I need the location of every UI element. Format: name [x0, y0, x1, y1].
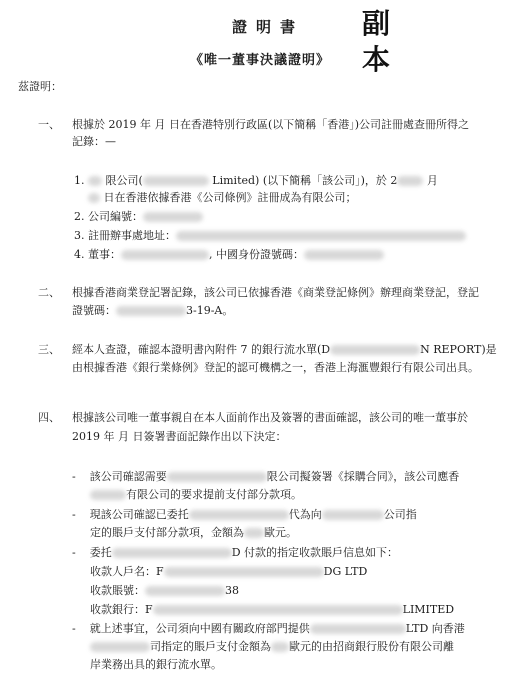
payee-bank-suffix: LIMITED	[402, 603, 455, 616]
redaction	[164, 567, 324, 577]
redaction	[143, 212, 203, 222]
record-1-number: 1.	[74, 174, 85, 187]
record-1-part-c: 月	[426, 174, 438, 187]
redaction	[88, 193, 100, 203]
payee-bank-label: 收款銀行：F	[90, 603, 153, 616]
section-1-number: 一、	[38, 118, 60, 131]
redaction	[244, 528, 264, 538]
redaction	[167, 472, 267, 482]
section-3-line-1-b: N REPORT)是	[420, 343, 497, 356]
record-3-label: 註冊辦事處地址：	[88, 229, 176, 242]
section-2-line-2-label: 證號碼：	[72, 304, 116, 317]
decision-2-text-b: 代為向	[288, 508, 322, 521]
decision-4-line-2	[90, 640, 454, 654]
section-4-line-2: 2019 年 月 日簽署書面記錄作出以下決定：	[72, 430, 287, 443]
decision-3-bullet: -	[72, 546, 76, 559]
record-1	[74, 174, 438, 188]
decision-2-line-2	[90, 526, 297, 540]
decision-2-bullet: -	[72, 508, 76, 521]
decision-1	[72, 470, 459, 484]
decision-2-text-e: 歐元。	[264, 526, 297, 539]
intro-text: 茲證明：	[18, 80, 62, 93]
redaction	[88, 176, 102, 186]
record-4	[74, 248, 384, 262]
decision-4	[72, 622, 465, 636]
redaction	[189, 510, 289, 520]
section-2-line-2	[72, 304, 233, 318]
record-1-line-2	[88, 191, 357, 205]
decision-2-text-c: 公司指	[383, 508, 417, 521]
section-3-line-2: 由根據香港《銀行業條例》登記的認可機構之一，香港上海滙豐銀行有限公司出具。	[72, 361, 479, 374]
section-2-number: 二、	[38, 286, 60, 299]
record-1-line-2-text: 日在香港依據香港《公司條例》註冊成為有限公司；	[103, 191, 357, 204]
decision-4-text-b: LTD 向香港	[405, 622, 465, 635]
payee-account	[90, 584, 239, 598]
decision-1-text-b: 限公司擬簽署《採購合同》，該公司應香	[266, 470, 460, 483]
payee-account-suffix: 38	[225, 584, 239, 597]
decision-3	[72, 546, 398, 560]
payee-name-suffix: DG LTD	[323, 565, 368, 578]
document-title: 證明書	[232, 18, 305, 36]
record-4-number: 4.	[74, 248, 85, 261]
redaction	[322, 510, 384, 520]
redaction	[310, 624, 406, 634]
redaction	[397, 176, 423, 186]
decision-1-text-c: 有限公司的要求提前支付部分款項。	[126, 488, 302, 501]
record-2-number: 2.	[74, 210, 85, 223]
payee-name-label: 收款人戶名：F	[90, 565, 164, 578]
redaction	[121, 250, 209, 260]
payee-name	[90, 565, 367, 579]
decision-1-line-2	[90, 488, 302, 502]
payee-account-label: 收款賬號：	[90, 584, 145, 597]
redaction	[176, 231, 466, 241]
record-1-part-a: 限公司(	[105, 174, 143, 187]
decision-3-text-b: D 付款的指定收款賬戶信息如下：	[231, 546, 399, 559]
redaction	[112, 548, 232, 558]
decision-2	[72, 508, 417, 522]
record-3	[74, 229, 466, 243]
section-3-number: 三、	[38, 343, 60, 356]
redaction	[271, 642, 289, 652]
record-4-label: 董事：	[88, 248, 121, 261]
record-1-part-b: Limited) (以下簡稱「該公司」)，於 2	[212, 174, 398, 187]
decision-1-bullet: -	[72, 470, 76, 483]
section-3-line-1-a: 經本人查證，確認本證明書內附件 7 的銀行流水單(D	[72, 343, 331, 356]
redaction	[330, 345, 420, 355]
decision-4-line-3: 岸業務出具的銀行流水單。	[90, 658, 222, 671]
record-2-label: 公司編號：	[88, 210, 143, 223]
decision-4-text-c: 司指定的賬戶支付金額為	[150, 640, 271, 653]
section-2-line-1: 根據香港商業登記署記錄，該公司已依據香港《商業登記條例》辦理商業登記，登記	[72, 286, 479, 299]
copy-stamp-char-2: 本	[362, 43, 391, 76]
section-1-line-1: 根據於 2019 年 月 日在香港特別行政區(以下簡稱「香港」)公司註冊處查冊所得之	[72, 118, 470, 131]
redaction	[143, 176, 209, 186]
section-4-line-1: 根據該公司唯一董事親自在本人面前作出及簽署的書面確認，該公司的唯一董事於	[72, 411, 468, 424]
redaction	[90, 642, 150, 652]
redaction	[153, 605, 403, 615]
redaction	[304, 250, 384, 260]
record-2	[74, 210, 203, 224]
redaction	[116, 306, 186, 316]
section-3-line-1	[72, 343, 497, 357]
record-4-id-label: , 中國身份證號碼：	[209, 248, 304, 261]
decision-4-text-a: 就上述事宜，公司須向中國有關政府部門提供	[89, 622, 310, 635]
decision-3-text-a: 委托	[89, 546, 112, 559]
redaction	[90, 490, 126, 500]
copy-stamp-char-1: 副	[362, 7, 391, 40]
payee-bank	[90, 603, 454, 617]
decision-2-text-d: 定的賬戶支付部分款項，金額為	[90, 526, 244, 539]
decision-1-text-a: 該公司確認需要	[89, 470, 167, 483]
document-subtitle: 《唯一董事決議證明》	[190, 53, 331, 68]
record-3-number: 3.	[74, 229, 85, 242]
redaction	[145, 586, 225, 596]
decision-4-bullet: -	[72, 622, 76, 635]
section-2-line-2-value: 3-19-A。	[186, 304, 234, 317]
section-1-line-2: 記錄：—	[72, 135, 116, 148]
decision-4-text-d: 歐元的由招商銀行股份有限公司離	[289, 640, 454, 653]
section-4-number: 四、	[38, 411, 60, 424]
decision-2-text-a: 現該公司確認已委托	[89, 508, 189, 521]
